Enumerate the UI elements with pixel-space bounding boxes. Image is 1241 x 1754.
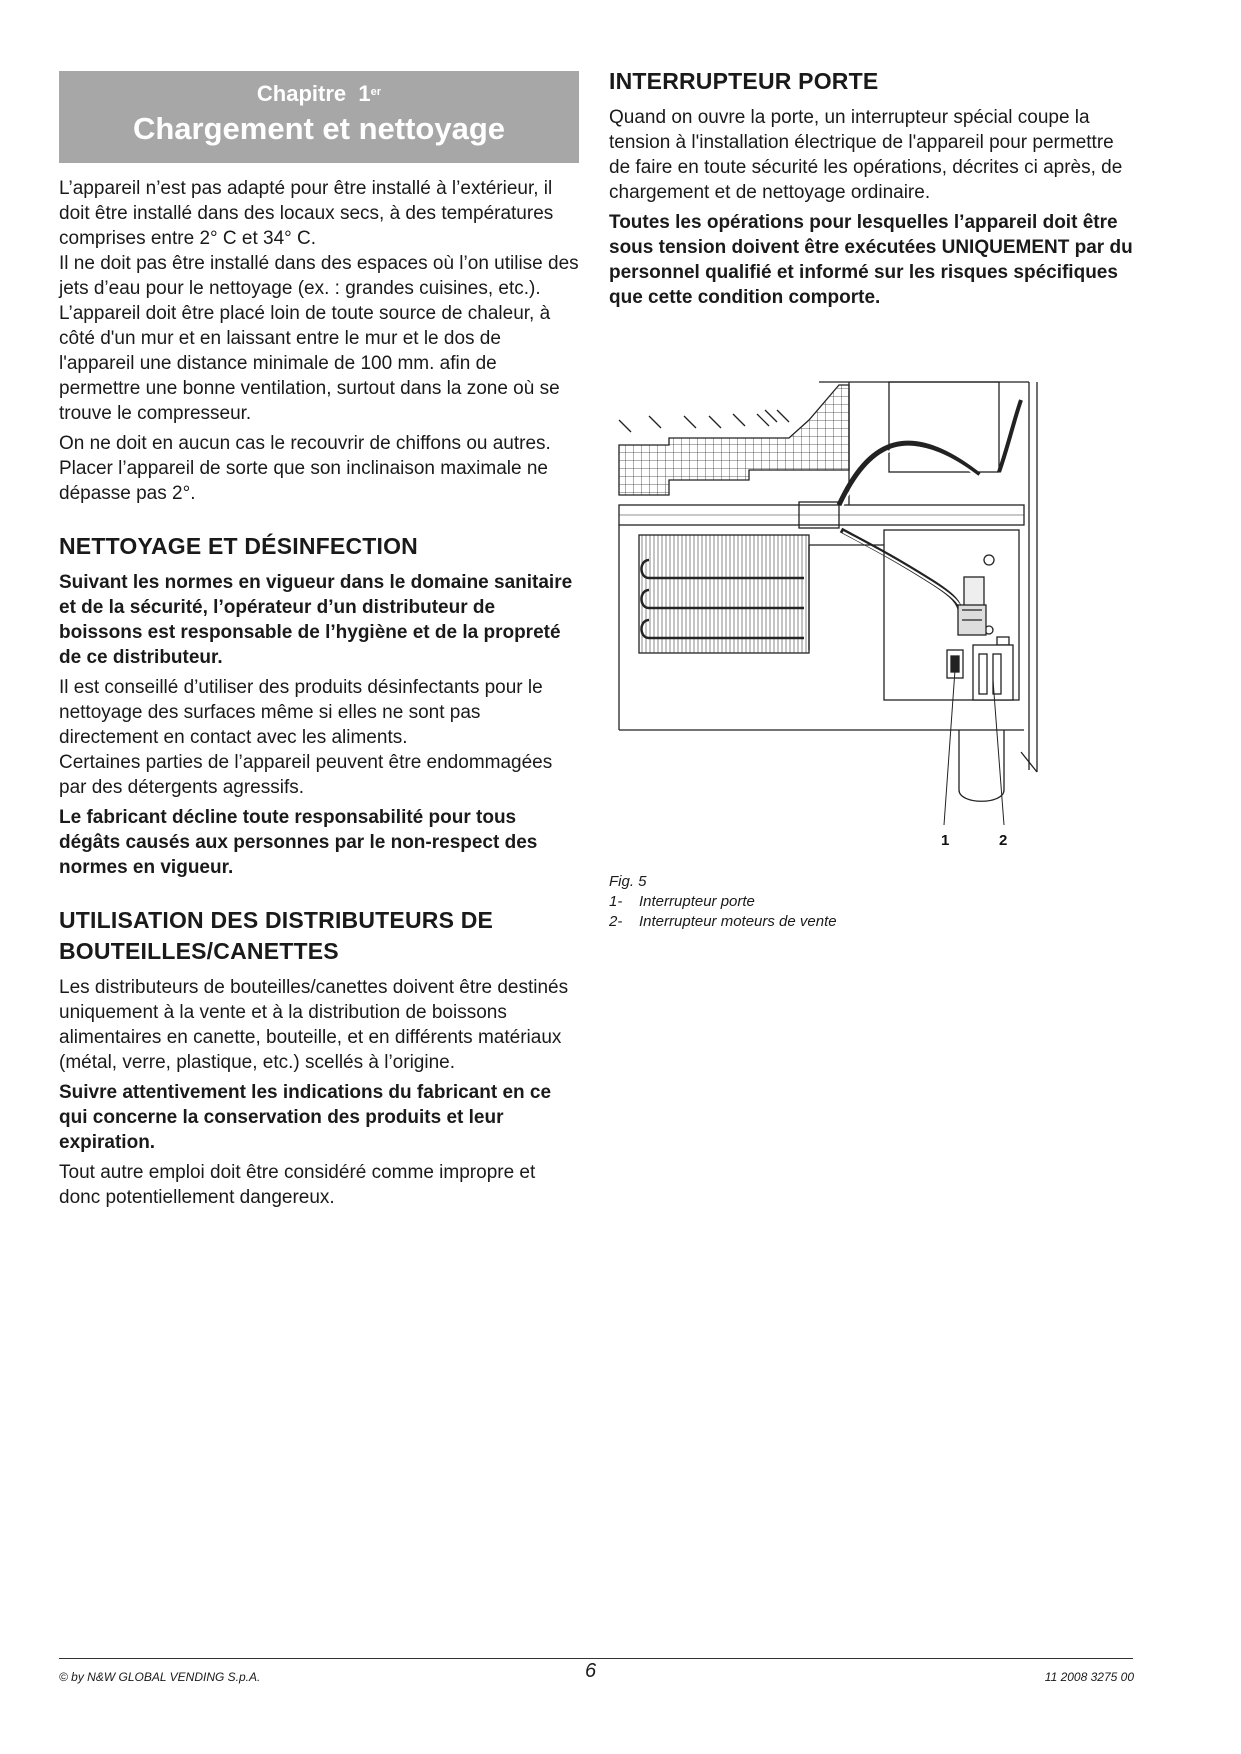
intro-paragraph-4: On ne doit en aucun cas le recouvrir de chiffons ou autres. Placer l’appareil de sorte que son inclinaison maximale ne dépasse pas 2°. xyxy=(59,433,551,504)
intro-paragraph-3: L’appareil doit être placé loin de toute source de chaleur, à côté d'un mur et en laissant entre le mur et le dos de l'appareil une distance minimale de 100 mm. afin de permettre une bonne ventilation, surtout dans la zone où se trouve le compresseur. xyxy=(59,303,560,424)
chapter-title: Chargement et nettoyage xyxy=(132,111,506,146)
door-switch-heading: INTERRUPTEUR PORTE xyxy=(609,68,879,94)
callout-2: 2 xyxy=(999,832,1008,849)
cleaning-text-2: Certaines parties de l’appareil peuvent être endommagées par des détergents agressifs. xyxy=(59,752,553,798)
figure-label: Fig. 5 xyxy=(609,873,647,890)
intro-paragraph-1: L’appareil n’est pas adapté pour être installé à l’extérieur, il doit être installé dans des locaux secs, à des températures comprises entre 2° C et 34° C. xyxy=(59,178,554,249)
cleaning-bold-2: Le fabricant décline toute responsabilité pour tous dégâts causés aux personnes par le non-respect des normes en vigueur. xyxy=(59,807,538,878)
page-number: 6 xyxy=(585,1660,597,1682)
usage-heading: UTILISATION DES DISTRIBUTEURS DE BOUTEILLES/CANETTES xyxy=(59,907,494,964)
left-column xyxy=(59,71,579,1210)
machine-interior-illustration xyxy=(609,380,1134,870)
cleaning-text-1: Il est conseillé d’utiliser des produits désinfectants pour le nettoyage des surfaces même si elles ne sont pas directement en contact avec les aliments. xyxy=(59,677,543,748)
figure-caption xyxy=(609,872,1134,932)
legend-item-1: 1- Interrupteur porte xyxy=(609,893,755,910)
footer-divider xyxy=(59,1658,1133,1659)
usage-text-1: Les distributeurs de bouteilles/canettes doivent être destinés uniquement à la vente et à la distribution de boissons alimentaires en canette, bouteille, et en différents matériaux (métal, verre, plastique, etc.) scellés à l’origine. xyxy=(59,977,569,1073)
door-switch-text: Quand on ouvre la porte, un interrupteur spécial coupe la tension à l'installation électrique de l'appareil pour permettre de faire en toute sécurité les opérations, décrites ci après, de chargement et de nettoyage ordinaire. xyxy=(609,107,1123,203)
usage-bold-1: Suivre attentivement les indications du fabricant en ce qui concerne la conservation des produits et leur expiration. xyxy=(59,1082,552,1153)
usage-text-2: Tout autre emploi doit être considéré comme impropre et donc potentiellement dangereux. xyxy=(59,1162,536,1208)
cleaning-heading: NETTOYAGE ET DÉSINFECTION xyxy=(59,533,418,559)
cleaning-bold-1: Suivant les normes en vigueur dans le domaine sanitaire et de la sécurité, l’opérateur d’un distributeur de boissons est responsable de l’hygiène et de la propreté de ce distributeur. xyxy=(59,572,573,668)
footer-copyright: © by N&W GLOBAL VENDING S.p.A. xyxy=(59,1670,261,1684)
chapter-header xyxy=(59,71,579,163)
door-switch-warning: Toutes les opérations pour lesquelles l’appareil doit être sous tension doivent être exécutées UNIQUEMENT par du personnel qualifié et informé sur les risques spécifiques que cette condition comporte. xyxy=(609,212,1133,308)
document-code: 11 2008 3275 00 xyxy=(1044,1670,1134,1684)
legend-item-2: 2- Interrupteur moteurs de vente xyxy=(609,913,837,930)
right-column xyxy=(609,66,1134,932)
callout-1: 1 xyxy=(941,832,950,849)
intro-paragraph-2: Il ne doit pas être installé dans des espaces où l’on utilise des jets d’eau pour le nettoyage (ex. : grandes cuisines, etc.). xyxy=(59,253,579,299)
figure-5 xyxy=(609,380,1134,870)
chapter-label: Chapitre 1er xyxy=(256,81,382,106)
